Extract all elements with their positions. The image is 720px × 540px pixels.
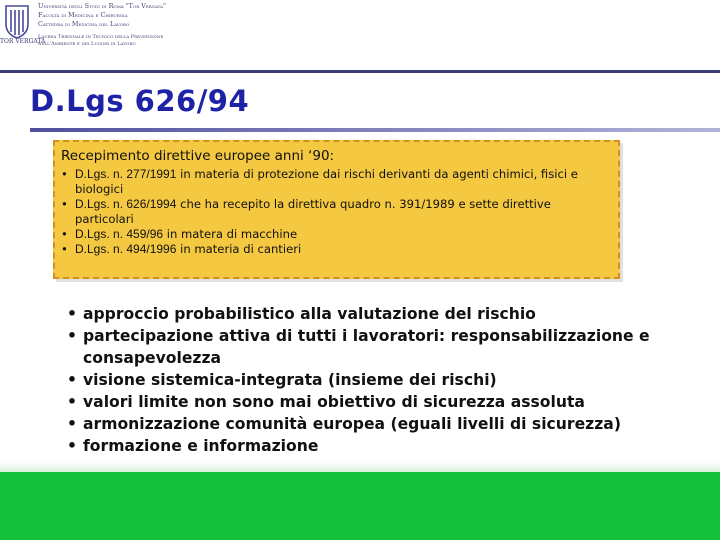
law-reference: D.Lgs. n. 277/1991 (75, 167, 177, 181)
principle-text: formazione e informazione (83, 437, 319, 455)
institution-line: Facoltà di Medicina e Chirurgia (38, 11, 128, 19)
directives-list (61, 167, 611, 257)
list-item (61, 197, 611, 227)
law-description: che ha recepito la direttiva quadro n. 391/1989 e sette direttive particolari (75, 197, 551, 226)
footer-band (0, 472, 720, 540)
list-item (67, 413, 707, 435)
title-underline (30, 128, 720, 132)
law-reference: D.Lgs. n. 494/1996 (75, 242, 177, 256)
footer-fade (0, 462, 720, 472)
logo-caption: TOR VERGATA (0, 38, 46, 45)
slide-title: D.Lgs 626/94 (30, 84, 250, 118)
law-description: in materia di cantieri (176, 242, 302, 256)
principle-text: approccio probabilistico alla valutazione del rischio (83, 305, 536, 323)
law-description: in matera di macchine (163, 227, 298, 241)
bullet-icon: • (67, 327, 77, 345)
law-description: in materia di protezione dai rischi derivanti da agenti chimici, fisici e biologici (75, 167, 578, 196)
slide-header (0, 0, 720, 70)
institution-subline: nell'Ambiente e nei Luoghi di Lavoro (38, 41, 136, 47)
list-item (67, 435, 707, 457)
bullet-icon: • (61, 197, 68, 211)
institution-line: Università degli Studi di Roma "Tor Vergata" (38, 2, 166, 10)
institution-line: Cattedra di Medicina del Lavoro (38, 20, 130, 28)
list-item (61, 167, 611, 197)
institution-block (38, 2, 166, 48)
principle-text: partecipazione attiva di tutti i lavoratori: responsabilizzazione e consapevolezza (83, 327, 650, 367)
bullet-icon: • (61, 242, 68, 256)
directives-box (53, 140, 620, 279)
bullet-icon: • (61, 227, 68, 241)
principle-text: valori limite non sono mai obiettivo di sicurezza assoluta (83, 393, 585, 411)
law-reference: D.Lgs. n. 459/96 (75, 227, 164, 241)
list-item (61, 242, 611, 257)
box-heading: Recepimento direttive europee anni ‘90: (61, 148, 335, 164)
bullet-icon: • (67, 371, 77, 389)
bullet-icon: • (67, 437, 77, 455)
principle-text: visione sistemica-integrata (insieme dei rischi) (83, 371, 497, 389)
header-divider (0, 70, 720, 73)
institution-subline: Laurea Triennale in Tecnico della Prevenzione (38, 34, 164, 40)
list-item (67, 325, 707, 369)
bullet-icon: • (61, 167, 68, 181)
list-item (61, 227, 611, 242)
bullet-icon: • (67, 415, 77, 433)
list-item (67, 391, 707, 413)
principle-text: armonizzazione comunità europea (eguali livelli di sicurezza) (83, 415, 621, 433)
list-item (67, 303, 707, 325)
list-item (67, 369, 707, 391)
principles-list (67, 303, 707, 457)
bullet-icon: • (67, 305, 77, 323)
law-reference: D.Lgs. n. 626/1994 (75, 197, 177, 211)
bullet-icon: • (67, 393, 77, 411)
